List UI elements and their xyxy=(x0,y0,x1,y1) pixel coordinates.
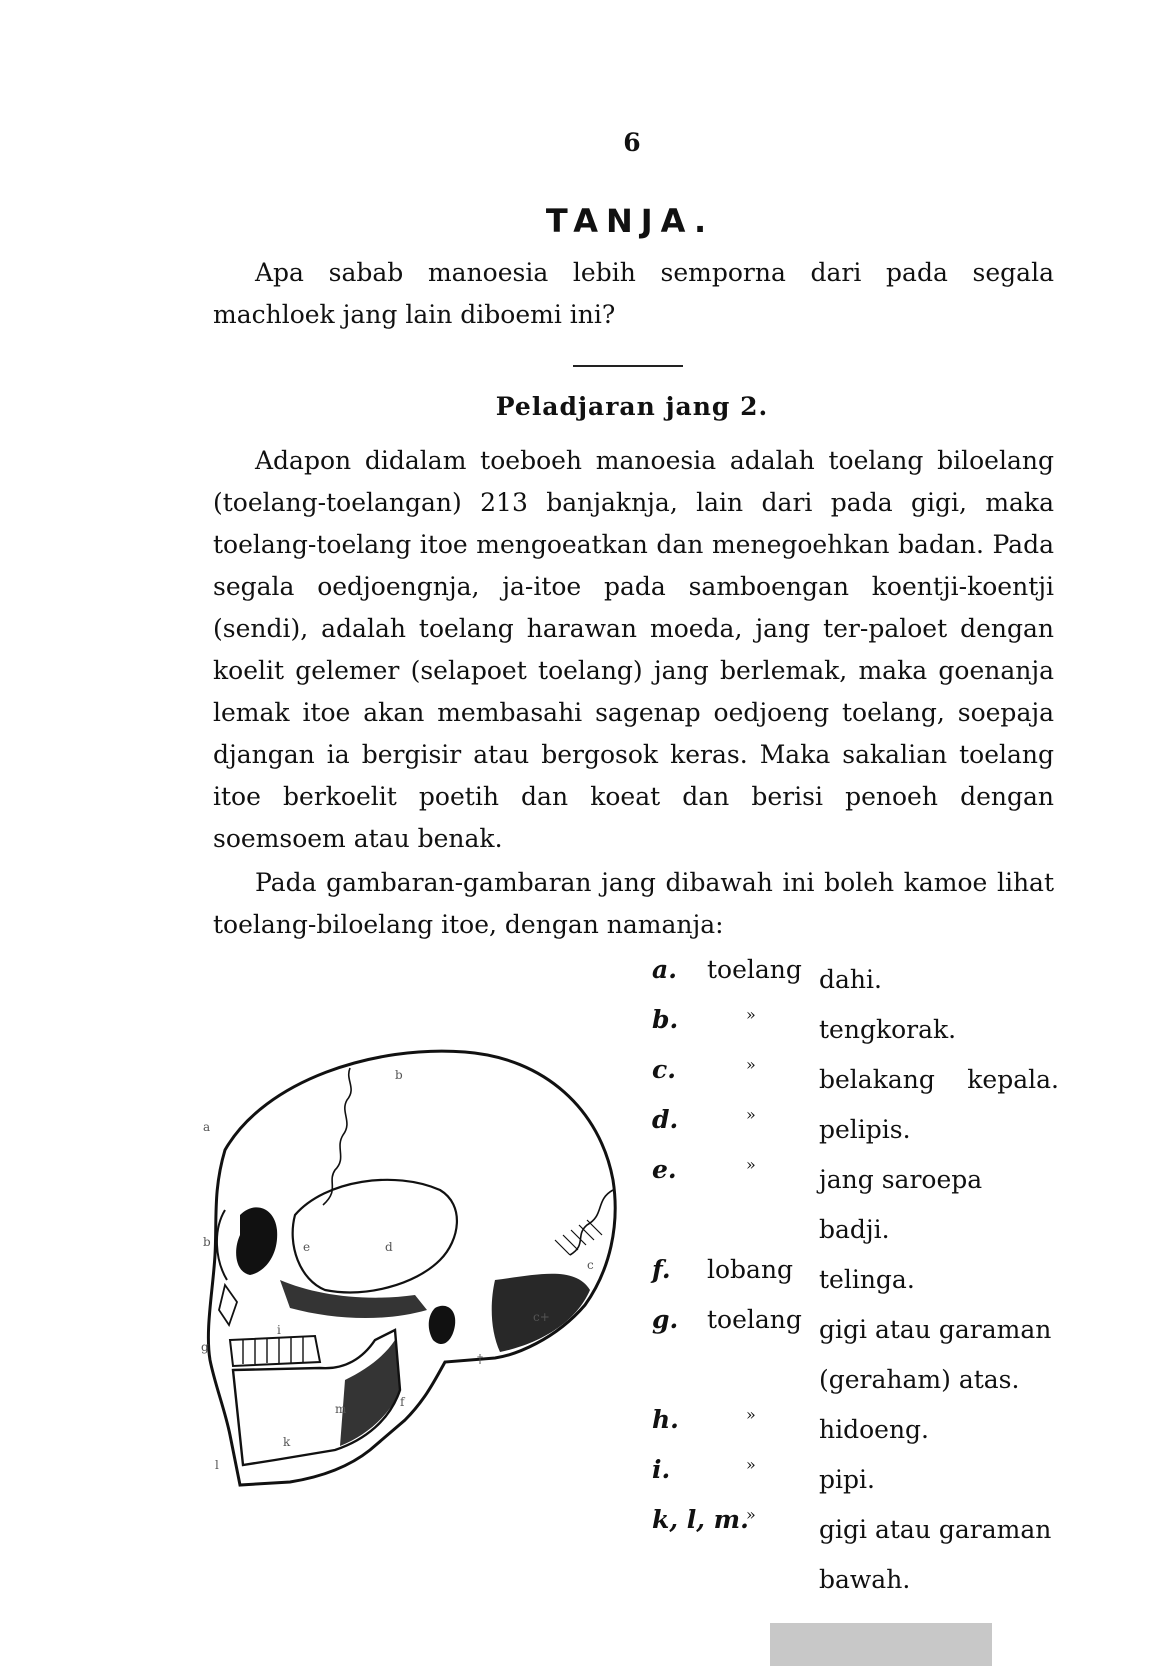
lesson-paragraph-2 xyxy=(213,862,1054,946)
legend-text: telinga. xyxy=(819,1265,915,1294)
legend-text: hidoeng. xyxy=(819,1415,929,1444)
legend-text: tengkorak. xyxy=(819,1015,957,1044)
fig-label-c: c xyxy=(587,1258,594,1272)
upper-teeth-lines xyxy=(243,1337,303,1364)
legend-key: d. xyxy=(652,1105,679,1134)
legend-text: gigi atau garaman (geraham) atas. xyxy=(819,1315,1052,1394)
legend-item xyxy=(652,1005,1072,1055)
legend-item xyxy=(652,1505,1072,1605)
legend-text: dahi. xyxy=(819,965,882,994)
legend-prefix: toelang xyxy=(707,955,802,984)
ear-opening xyxy=(429,1306,455,1344)
legend-key: g. xyxy=(652,1305,679,1334)
legend-item xyxy=(652,1405,1072,1455)
skull-drawing xyxy=(195,1040,635,1500)
legend-key: b. xyxy=(652,1005,679,1034)
fig-label-d: d xyxy=(385,1240,393,1254)
cranium-hatching xyxy=(555,1220,602,1255)
fig-label-l: l xyxy=(215,1458,219,1472)
page-footer-tab xyxy=(770,1623,992,1666)
legend-text: pelipis. xyxy=(819,1115,911,1144)
legend-key: h. xyxy=(652,1405,679,1434)
legend-key: i. xyxy=(652,1455,671,1484)
legend-text: belakang kepala. xyxy=(819,1065,1059,1094)
legend-key: f. xyxy=(652,1255,671,1284)
fig-label-c-plus: c+ xyxy=(533,1310,550,1324)
legend-item xyxy=(652,955,1072,1005)
fig-label-g: g xyxy=(201,1340,209,1354)
fig-label-b: b xyxy=(395,1068,403,1082)
legend-ditto: » xyxy=(746,1155,756,1174)
legend-ditto: » xyxy=(746,1055,756,1074)
legend-item xyxy=(652,1105,1072,1155)
skull-legend xyxy=(652,955,1072,1605)
legend-ditto: » xyxy=(746,1505,756,1524)
section-divider xyxy=(573,365,683,367)
skull-illustration xyxy=(195,1040,635,1500)
legend-ditto: » xyxy=(746,1005,756,1024)
zygomatic-arch xyxy=(280,1280,427,1318)
fig-label-e: e xyxy=(303,1240,311,1254)
legend-text: jang saroepa badji. xyxy=(819,1165,983,1244)
legend-key: a. xyxy=(652,955,677,984)
lesson-paragraph-1-text: Adapon didalam toeboeh manoesia adalah toelang biloelang (toelang-toelangan) 213 banjaknja, lain dari pada gigi, maka toelang-toelang itoe mengoeatkan dan menegoehkan badan. Pada segala oedjoengnja, ja-itoe pada samboengan koentji-koentji (sendi), adalah toelang harawan moeda, jang ter-paloet dengan koelit gelemer (selapoet toelang) jang berlemak, maka goenanja lemak itoe akan membasahi sagenap oedjoeng toelang, soepaja djangan ia bergisir atau bergosok keras. Maka sakalian toelang itoe berkoelit poetih dan koeat dan berisi penoeh dengan soemsoem atau benak. xyxy=(213,446,1054,853)
lesson-paragraph-2-text: Pada gambaran-gambaran jang dibawah ini boleh kamoe lihat toelang-biloelang itoe, dengan namanja: xyxy=(213,868,1054,939)
question-heading: TANJA. xyxy=(545,202,715,240)
cranium-outline xyxy=(208,1051,615,1485)
legend-ditto: » xyxy=(746,1405,756,1424)
fig-label-b2: b xyxy=(203,1235,211,1249)
temporal-region xyxy=(293,1180,457,1293)
legend-text: gigi atau garaman bawah. xyxy=(819,1515,1052,1594)
fig-label-f: f xyxy=(400,1395,405,1409)
legend-item xyxy=(652,1255,1072,1305)
legend-item xyxy=(652,1155,1072,1255)
lesson-paragraph-1 xyxy=(213,440,1054,860)
legend-key: e. xyxy=(652,1155,677,1184)
legend-ditto: » xyxy=(746,1105,756,1124)
fig-label-i: i xyxy=(277,1323,281,1337)
eye-orbit xyxy=(236,1207,277,1275)
legend-key: c. xyxy=(652,1055,676,1084)
legend-item xyxy=(652,1305,1072,1405)
fig-label-k: k xyxy=(283,1435,291,1449)
page-number: 6 xyxy=(623,128,641,157)
legend-prefix: toelang xyxy=(707,1305,802,1334)
legend-item xyxy=(652,1055,1072,1105)
lesson-title: Peladjaran jang 2. xyxy=(495,392,769,421)
legend-ditto: » xyxy=(746,1455,756,1474)
fig-label-m: m xyxy=(335,1402,347,1416)
orbit-rim xyxy=(217,1210,227,1280)
legend-item xyxy=(652,1455,1072,1505)
question-text-content: Apa sabab manoesia lebih semporna dari pada segala machloek jang lain diboemi ini? xyxy=(213,258,1054,329)
question-text xyxy=(213,252,1054,336)
fig-label-dagger: † xyxy=(477,1352,483,1366)
legend-key: k, l, m. xyxy=(652,1505,749,1534)
lambdoid-suture xyxy=(570,1190,613,1255)
legend-prefix: lobang xyxy=(707,1255,794,1284)
legend-text: pipi. xyxy=(819,1465,875,1494)
fig-label-a: a xyxy=(203,1120,211,1134)
nasal-aperture xyxy=(219,1285,237,1325)
